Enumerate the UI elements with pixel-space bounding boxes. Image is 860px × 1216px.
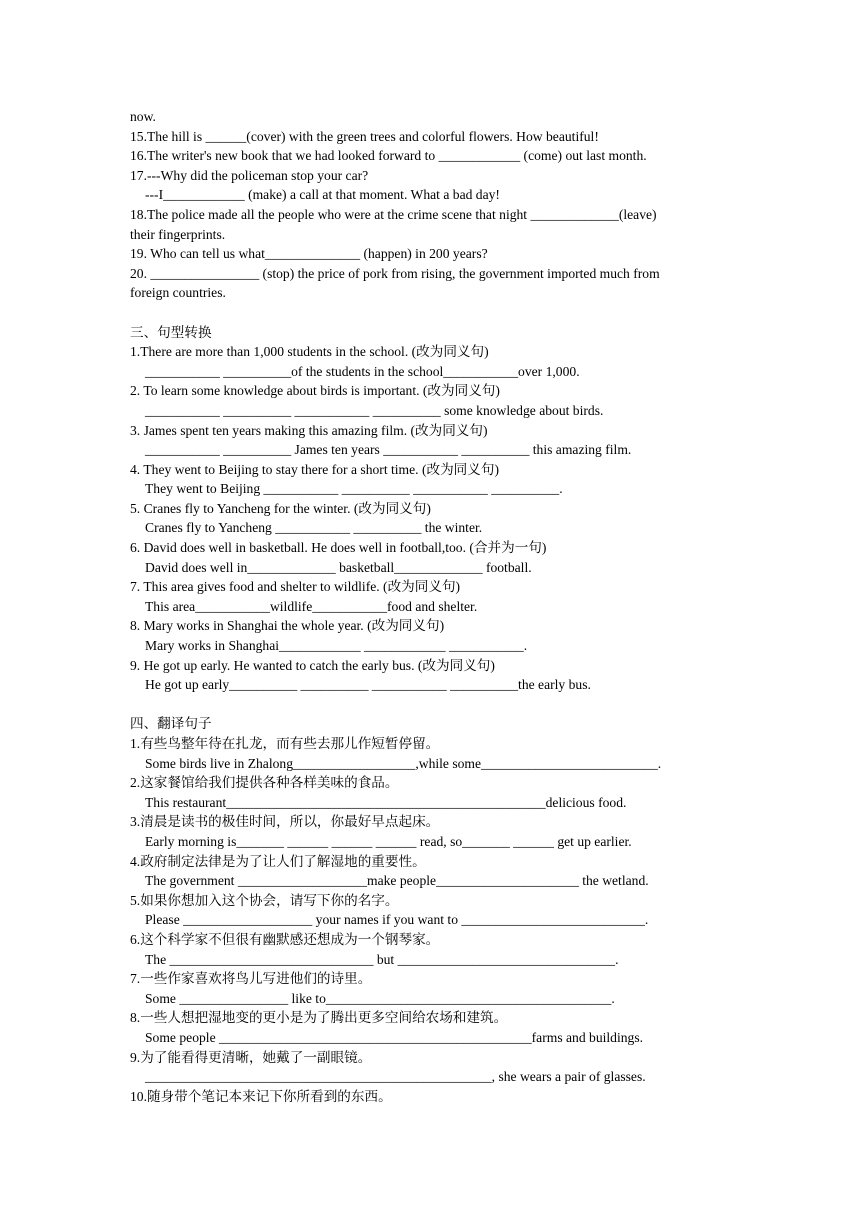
question-line: now. [130, 109, 156, 124]
question-20: 20. ________________ (stop) the price of pork from rising, the government imported much from [130, 265, 660, 281]
translation-answer: Some ________________ like to__________________________________________. [145, 990, 615, 1006]
transform-answer: He got up early__________ __________ ___________ __________the early bus. [145, 677, 591, 693]
transform-answer: This area___________wildlife___________food and shelter. [145, 598, 478, 614]
question-16: 16.The writer's new book that we had looked forward to ____________ (come) out last month. [130, 148, 647, 164]
transform-question: 1.There are more than 1,000 students in the school. (改为同义句) [130, 344, 489, 360]
question-17: 17.---Why did the policeman stop your car? [130, 167, 369, 183]
section-heading: 三、句型转换 [130, 324, 212, 340]
translation-answer: This restaurant_______________________________________________delicious food. [145, 794, 627, 810]
transform-answer: ___________ __________ ___________ __________ some knowledge about birds. [145, 402, 604, 418]
question-20-cont: foreign countries. [130, 285, 226, 301]
transform-question: 2. To learn some knowledge about birds is important. (改为同义句) [130, 383, 500, 399]
transform-question: 9. He got up early. He wanted to catch the early bus. (改为同义句) [130, 657, 495, 673]
translation-prompt: 2.这家餐馆给我们提供各种各样美味的食品。 [130, 775, 399, 791]
translation-section [130, 714, 750, 1106]
translation-answer: ___________________________________________________, she wears a pair of glasses. [145, 1069, 646, 1085]
spacer [130, 695, 750, 715]
translation-answer: The ______________________________ but ________________________________. [145, 951, 619, 967]
translation-prompt: 4.政府制定法律是为了让人们了解湿地的重要性。 [130, 853, 426, 869]
translation-prompt: 10.随身带个笔记本来记下你所看到的东西。 [130, 1088, 392, 1104]
translation-prompt: 5.如果你想加入这个协会，请写下你的名字。 [130, 892, 399, 908]
translation-answer: Early morning is_______ ______ ______ ______ read, so_______ ______ get up earlier. [145, 833, 632, 849]
translation-answer: The government ___________________make people_____________________ the wetland. [145, 873, 649, 889]
transform-answer: They went to Beijing ___________ __________ ___________ __________. [145, 481, 563, 497]
section-heading: 四、翻译句子 [130, 716, 212, 732]
question-19: 19. Who can tell us what______________ (happen) in 200 years? [130, 246, 488, 262]
transform-answer: ___________ __________ James ten years ___________ __________ this amazing film. [145, 442, 632, 458]
transform-answer: David does well in_____________ basketball_____________ football. [145, 559, 532, 575]
transform-question: 5. Cranes fly to Yancheng for the winter. (改为同义句) [130, 500, 431, 516]
translation-answer: Please ___________________ your names if you want to ___________________________. [145, 912, 649, 928]
question-15: 15.The hill is ______(cover) with the green trees and colorful flowers. How beautiful! [130, 128, 599, 144]
worksheet-content [130, 107, 750, 1106]
translation-prompt: 6.这个科学家不但很有幽默感还想成为一个钢琴家。 [130, 931, 440, 947]
transform-answer: ___________ __________of the students in the school___________over 1,000. [145, 363, 580, 379]
translation-prompt: 9.为了能看得更清晰，她戴了一副眼镜。 [130, 1049, 372, 1065]
transform-question: 6. David does well in basketball. He does well in football,too. (合并为一句) [130, 540, 547, 556]
translation-answer: Some people ______________________________________________farms and buildings. [145, 1029, 644, 1045]
fill-in-section [130, 107, 750, 303]
transform-question: 3. James spent ten years making this amazing film. (改为同义句) [130, 422, 488, 438]
question-18: 18.The police made all the people who were at the crime scene that night _____________(leave) [130, 206, 657, 222]
transform-question: 7. This area gives food and shelter to wildlife. (改为同义句) [130, 579, 461, 595]
spacer [130, 303, 750, 323]
transform-question: 8. Mary works in Shanghai the whole year. (改为同义句) [130, 618, 445, 634]
translation-prompt: 8.一些人想把湿地变的更小是为了腾出更多空间给农场和建筑。 [130, 1010, 508, 1026]
translation-prompt: 7.一些作家喜欢将鸟儿写进他们的诗里。 [130, 971, 372, 987]
translation-prompt: 3.清晨是读书的极佳时间，所以，你最好早点起床。 [130, 814, 440, 830]
transform-answer: Mary works in Shanghai____________ ____________ ___________. [145, 638, 528, 654]
translation-answer: Some birds live in Zhalong__________________,while some__________________________. [145, 755, 662, 771]
question-17-answer: ---I____________ (make) a call at that moment. What a bad day! [145, 187, 500, 203]
translation-prompt: 1.有些鸟整年待在扎龙，而有些去那儿作短暂停留。 [130, 736, 440, 751]
transform-answer: Cranes fly to Yancheng ___________ __________ the winter. [145, 520, 483, 536]
question-18-cont: their fingerprints. [130, 226, 226, 242]
transform-question: 4. They went to Beijing to stay there for a short time. (改为同义句) [130, 461, 499, 477]
sentence-transform-section [130, 323, 750, 695]
